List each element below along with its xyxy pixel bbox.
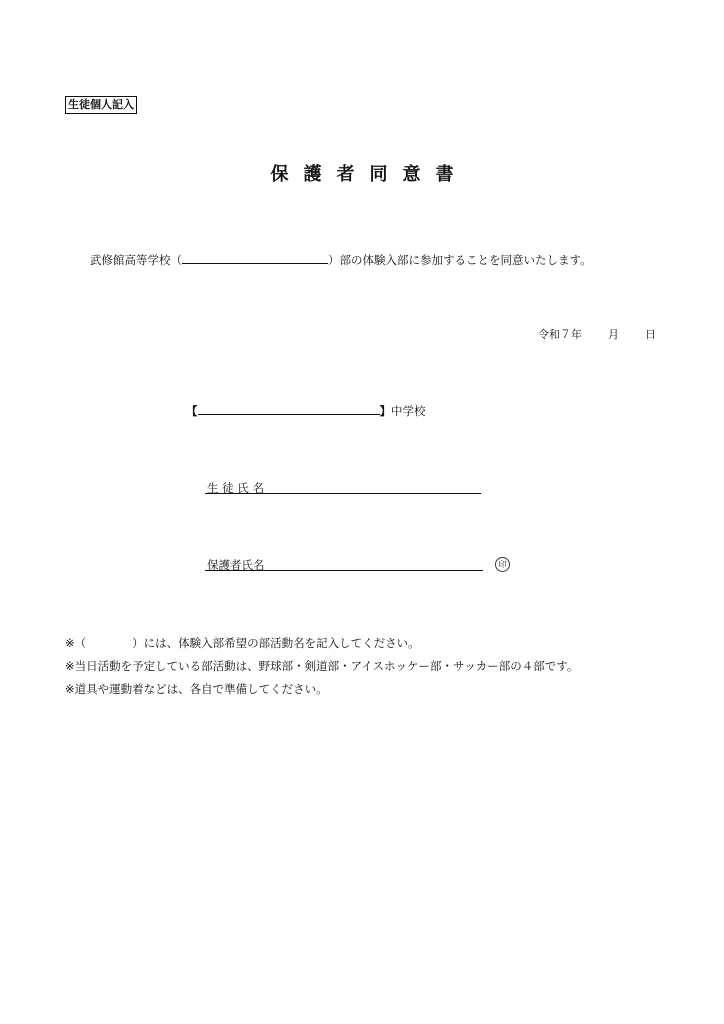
student-name-line[interactable] [205, 493, 481, 494]
consent-school-suffix: ）部の体験入部に参加することを同意いたします。 [328, 253, 592, 267]
note-item: ※当日活動を予定している部活動は、野球部・剣道部・アイスホッケー部・サッカー部の４部です。 [65, 659, 579, 673]
close-bracket: 】 [379, 404, 391, 418]
date-line [538, 328, 656, 342]
date-day: 日 [645, 328, 656, 341]
consent-statement [90, 251, 592, 268]
note-item: ※（ ）には、体験入部希望の部活動名を記入してください。 [65, 636, 420, 650]
junior-high-school-line [186, 402, 426, 419]
junior-high-suffix: 中学校 [391, 404, 426, 418]
consent-school-prefix: 武修館高等学校（ [90, 253, 182, 267]
seal-mark: 印 [495, 557, 510, 572]
notes-list [65, 632, 578, 701]
document-title: 保護者同意書 [270, 164, 469, 185]
guardian-name-label: 保護者氏名 [207, 558, 265, 572]
note-item: ※道具や運動着などは、各自で準備してください。 [65, 682, 328, 696]
open-bracket: 【 [186, 404, 198, 418]
date-era-year: 令和７年 [538, 328, 582, 341]
individual-entry-tag: 生徒個人記入 [65, 96, 137, 114]
student-name-label: 生 徒 氏 名 [207, 481, 264, 495]
club-name-blank[interactable] [182, 251, 328, 264]
date-month: 月 [608, 328, 619, 341]
guardian-name-line[interactable] [205, 570, 483, 571]
junior-high-name-blank[interactable] [198, 402, 380, 415]
